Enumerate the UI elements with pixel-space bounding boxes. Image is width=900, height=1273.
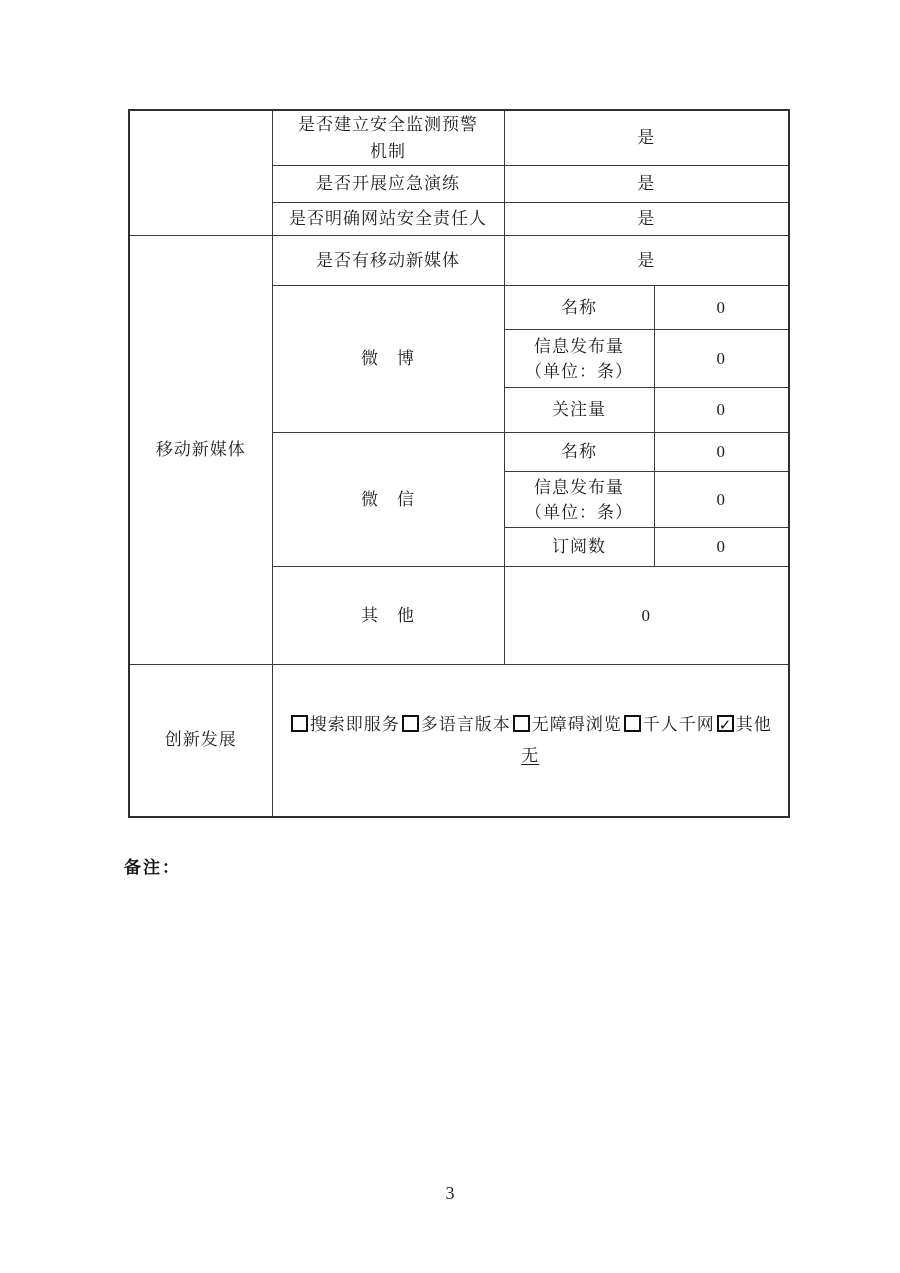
innovation-content-cell	[272, 665, 789, 817]
remarks-label: 备注：	[124, 858, 181, 877]
has-mobile-media-label: 是否有移动新媒体	[272, 236, 504, 286]
has-mobile-media-value: 是	[504, 236, 789, 286]
checkbox-icon[interactable]	[513, 715, 530, 732]
page-number: 3	[445, 1183, 455, 1203]
innovation-other-line	[273, 740, 789, 771]
wechat-subscribers-value: 0	[654, 528, 789, 567]
wechat-name-value: 0	[654, 433, 789, 472]
security-warning-mechanism-value: 是	[504, 110, 789, 166]
prev-section-empty-cell	[129, 110, 272, 236]
security-responsible-person-label: 是否明确网站安全责任人	[272, 203, 504, 236]
weibo-followers-value: 0	[654, 388, 789, 433]
other-media-value: 0	[504, 567, 789, 665]
emergency-drill-label: 是否开展应急演练	[272, 166, 504, 203]
checkbox-icon[interactable]	[624, 715, 641, 732]
checkbox-icon[interactable]	[402, 715, 419, 732]
weibo-posts-value: 0	[654, 330, 789, 388]
weibo-posts-label	[504, 330, 654, 388]
weibo-name-value: 0	[654, 286, 789, 330]
security-warning-mechanism-label	[272, 110, 504, 166]
wechat-label: 微 信	[272, 433, 504, 567]
checkbox-label: 搜索即服务	[309, 715, 400, 735]
weibo-label: 微 博	[272, 286, 504, 433]
innovation-other-text: 无	[521, 746, 540, 766]
checkbox-label: 千人千网	[642, 715, 715, 735]
checkbox-checked-icon[interactable]	[717, 715, 734, 732]
wechat-posts-label-line1: 信息发布量	[534, 477, 624, 497]
wechat-subscribers-label: 订阅数	[504, 528, 654, 567]
security-responsible-person-value: 是	[504, 203, 789, 236]
security-warning-mechanism-text: 是否建立安全监测预警机制	[298, 115, 478, 161]
weibo-posts-label-line2: （单位：条）	[525, 361, 633, 381]
innovation-options	[273, 709, 789, 740]
checkbox-label: 无障碍浏览	[531, 715, 622, 735]
weibo-name-label: 名称	[504, 286, 654, 330]
emergency-drill-value: 是	[504, 166, 789, 203]
mobile-media-section-label: 移动新媒体	[129, 236, 272, 665]
wechat-name-label: 名称	[504, 433, 654, 472]
checkbox-label: 其他	[735, 715, 772, 735]
weibo-posts-label-line1: 信息发布量	[534, 336, 624, 356]
checkbox-icon[interactable]	[291, 715, 308, 732]
weibo-followers-label: 关注量	[504, 388, 654, 433]
wechat-posts-value: 0	[654, 472, 789, 528]
wechat-posts-label	[504, 472, 654, 528]
checkbox-label: 多语言版本	[420, 715, 511, 735]
wechat-posts-label-line2: （单位：条）	[525, 502, 633, 522]
innovation-section-label: 创新发展	[129, 665, 272, 817]
report-table	[128, 109, 790, 818]
other-media-label: 其 他	[272, 567, 504, 665]
